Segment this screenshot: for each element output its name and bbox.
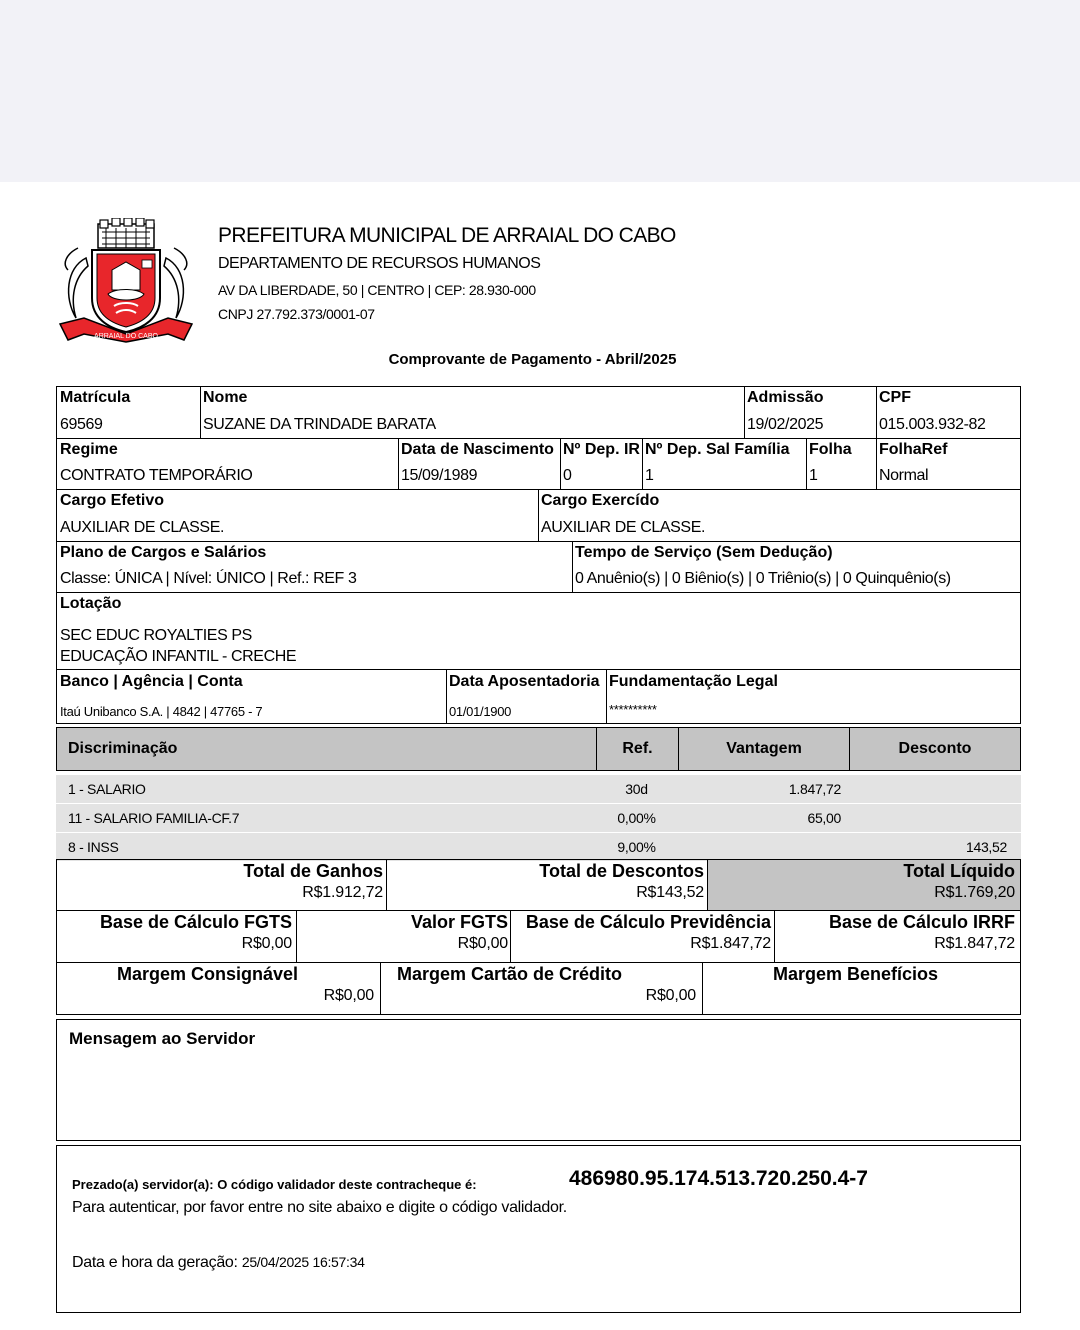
row-desconto: 143,52 [965, 839, 1007, 855]
row-ref: 30d [625, 781, 648, 797]
fundamentacao-value: ********** [609, 702, 657, 717]
total-liquido-label: Total Líquido [903, 861, 1015, 881]
banco-label: Banco | Agência | Conta [60, 673, 243, 690]
generated-label [72, 1254, 365, 1272]
admissao-value: 19/02/2025 [747, 416, 824, 433]
org-department: DEPARTAMENTO DE RECURSOS HUMANOS [218, 255, 541, 272]
consig-value: R$0,00 [323, 987, 374, 1004]
row-desc: 1 - SALARIO [68, 781, 146, 797]
col-vantagem: Vantagem [726, 740, 802, 757]
cargo-exercido-value: AUXILIAR DE CLASSE. [541, 519, 706, 536]
regime-label: Regime [60, 441, 118, 458]
col-ref: Ref. [622, 740, 653, 757]
lotacao-value-2: EDUCAÇÃO INFANTIL - CRECHE [60, 648, 297, 665]
total-ganhos-value: R$1.912,72 [302, 884, 383, 901]
table-row [56, 833, 1021, 861]
table-row [56, 804, 1021, 832]
cpf-value: 015.003.932-82 [879, 416, 986, 433]
dep-sal-value: 1 [645, 467, 654, 484]
admissao-label: Admissão [747, 389, 824, 406]
generated-value: 25/04/2025 16:57:34 [241, 1254, 365, 1270]
row-desc: 11 - SALARIO FAMILIA-CF.7 [68, 810, 240, 826]
nascimento-value: 15/09/1989 [401, 467, 478, 484]
validation-box [56, 1145, 1021, 1313]
prev-value: R$1.847,72 [690, 935, 771, 952]
validation-prompt: Prezado(a) servidor(a): O código validador deste contracheque é: [72, 1177, 477, 1192]
matricula-label: Matrícula [60, 389, 131, 406]
validation-code[interactable]: 486980.95.174.513.720.250.4-7 [569, 1167, 868, 1190]
payments-table-header [56, 727, 1021, 771]
fgts-base-value: R$0,00 [241, 935, 292, 952]
message-label: Mensagem ao Servidor [69, 1029, 256, 1048]
cpf-label: CPF [879, 389, 911, 406]
row-ref: 9,00% [617, 839, 656, 855]
irrf-label: Base de Cálculo IRRF [828, 912, 1015, 932]
tempo-value: 0 Anuênio(s) | 0 Biênio(s) | 0 Triênio(s) | 0 Quinquênio(s) [575, 570, 951, 587]
folharef-value: Normal [879, 467, 929, 484]
fundamentacao-label: Fundamentação Legal [609, 673, 778, 690]
fgts-valor-label: Valor FGTS [410, 912, 508, 932]
matricula-value: 69569 [60, 416, 103, 433]
folha-value: 1 [809, 467, 818, 484]
fgts-valor-value: R$0,00 [457, 935, 508, 952]
org-cnpj: CNPJ 27.792.373/0001-07 [218, 306, 375, 322]
seal-ribbon-text: ARRAIAL DO CABO [94, 333, 158, 340]
document-title: Comprovante de Pagamento - Abril/2025 [388, 351, 677, 368]
total-ganhos-label: Total de Ganhos [243, 861, 383, 881]
total-descontos-value: R$143,52 [636, 884, 704, 901]
folha-label: Folha [809, 441, 852, 458]
nascimento-label: Data de Nascimento [401, 441, 554, 458]
top-blank-band [0, 0, 1080, 182]
row-ref: 0,00% [617, 810, 656, 826]
cartao-label: Margem Cartão de Crédito [397, 964, 623, 984]
nome-label: Nome [203, 389, 248, 406]
total-descontos-label: Total de Descontos [539, 861, 704, 881]
tempo-label: Tempo de Serviço (Sem Dedução) [575, 544, 833, 561]
validation-instructions: Para autenticar, por favor entre no site abaixo e digite o código validador. [72, 1199, 567, 1216]
row-vantagem: 65,00 [807, 810, 841, 826]
municipal-coat-of-arms [56, 218, 196, 344]
total-liquido-value: R$1.769,20 [934, 884, 1015, 901]
generated-label-text: Data e hora da geração: [72, 1254, 238, 1271]
plano-value: Classe: ÚNICA | Nível: ÚNICO | Ref.: REF 3 [60, 570, 357, 587]
col-desconto: Desconto [898, 740, 972, 757]
consig-label: Margem Consignável [117, 964, 299, 984]
lotacao-value-1: SEC EDUC ROYALTIES PS [60, 627, 252, 644]
irrf-value: R$1.847,72 [934, 935, 1015, 952]
cargo-efetivo-label: Cargo Efetivo [60, 492, 165, 509]
dep-sal-label: Nº Dep. Sal Família [645, 441, 790, 458]
row-vantagem: 1.847,72 [788, 781, 841, 797]
aposentadoria-label: Data Aposentadoria [449, 673, 600, 690]
table-row [56, 775, 1021, 803]
org-address: AV DA LIBERDADE, 50 | CENTRO | CEP: 28.930-000 [218, 282, 536, 298]
banco-value: Itaú Unibanco S.A. | 4842 | 47765 - 7 [60, 704, 263, 719]
org-name: PREFEITURA MUNICIPAL DE ARRAIAL DO CABO [218, 224, 676, 247]
dep-ir-value: 0 [563, 467, 572, 484]
row-desc: 8 - INSS [68, 839, 119, 855]
nome-value: SUZANE DA TRINDADE BARATA [203, 416, 436, 433]
lotacao-label: Lotação [60, 595, 122, 612]
dep-ir-label: Nº Dep. IR [563, 441, 640, 458]
regime-value: CONTRATO TEMPORÁRIO [60, 467, 253, 484]
beneficios-label: Margem Benefícios [773, 964, 939, 984]
fgts-base-label: Base de Cálculo FGTS [99, 912, 292, 932]
aposentadoria-value: 01/01/1900 [449, 704, 512, 719]
prev-label: Base de Cálculo Previdência [525, 912, 771, 932]
cargo-exercido-label: Cargo Exercído [541, 492, 660, 509]
plano-label: Plano de Cargos e Salários [60, 544, 267, 561]
cargo-efetivo-value: AUXILIAR DE CLASSE. [60, 519, 225, 536]
folharef-label: FolhaRef [879, 441, 948, 458]
cartao-value: R$0,00 [645, 987, 696, 1004]
col-discriminacao: Discriminação [68, 740, 178, 757]
